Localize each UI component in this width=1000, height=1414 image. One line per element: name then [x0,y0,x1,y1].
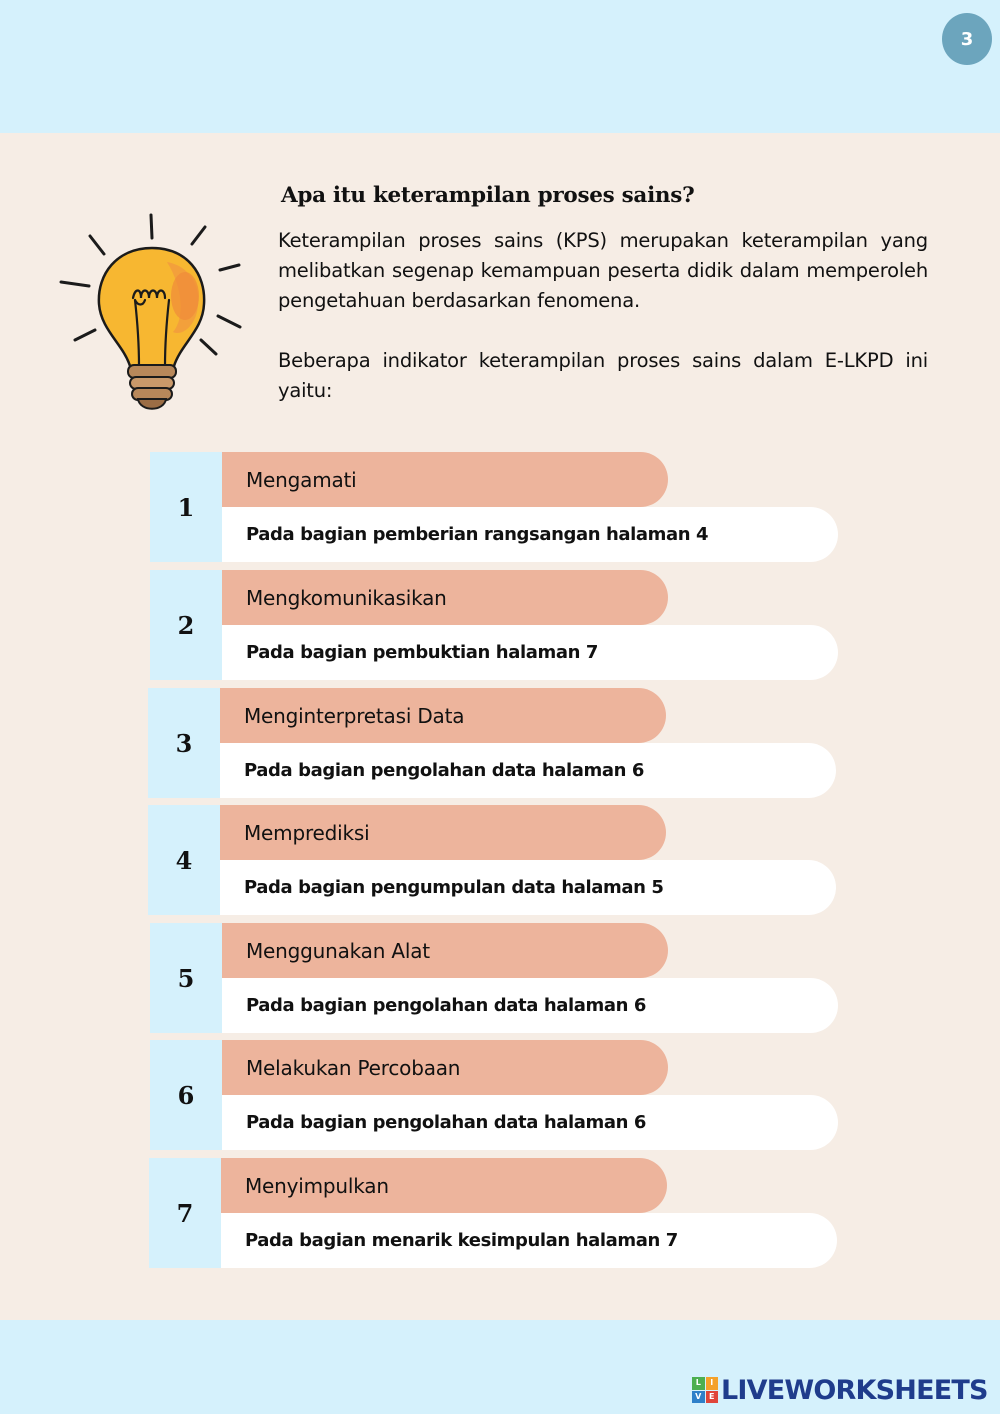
indicator-description: Pada bagian pemberian rangsangan halaman 4 [222,507,838,562]
indicator-item-6 [150,1040,840,1150]
indicator-item-7 [149,1158,839,1268]
indicator-description: Pada bagian pengolahan data halaman 6 [222,978,838,1033]
liveworksheets-logo[interactable] [692,1374,988,1406]
logo-mark-letter: L [692,1377,705,1390]
indicator-title: Menginterpretasi Data [220,688,666,743]
indicator-number: 5 [150,923,222,1033]
indicator-description: Pada bagian menarik kesimpulan halaman 7 [221,1213,837,1268]
indicator-number: 4 [148,805,220,915]
logo-mark-icon [692,1377,718,1403]
indicator-description: Pada bagian pengumpulan data halaman 5 [220,860,836,915]
indicator-item-5 [150,923,840,1033]
indicator-description: Pada bagian pengolahan data halaman 6 [222,1095,838,1150]
indicator-description: Pada bagian pembuktian halaman 7 [222,625,838,680]
indicator-title: Mengkomunikasikan [222,570,668,625]
indicator-number: 7 [149,1158,221,1268]
definition-paragraph: Keterampilan proses sains (KPS) merupakan keterampilan yang melibatkan segenap kemampuan peserta didik dalam memperoleh pengetahuan berdasarkan fenomena. [278,229,928,312]
light-bulb-icon [55,208,245,420]
indicator-description: Pada bagian pengolahan data halaman 6 [220,743,836,798]
indicator-title: Melakukan Percobaan [222,1040,668,1095]
indicator-title: Menyimpulkan [221,1158,667,1213]
indicator-number: 3 [148,688,220,798]
logo-text: LIVEWORKSHEETS [721,1374,988,1406]
logo-mark-letter: V [692,1391,705,1404]
indicator-number: 6 [150,1040,222,1150]
indicator-item-2 [150,570,840,680]
logo-mark-letter: I [706,1377,719,1390]
indicator-title: Menggunakan Alat [222,923,668,978]
section-heading: Apa itu keterampilan proses sains? [281,183,695,208]
indicator-title: Memprediksi [220,805,666,860]
header-band [0,0,1000,133]
logo-mark-letter: E [706,1391,719,1404]
page-number-badge: 3 [942,13,992,65]
indicator-number: 1 [150,452,222,562]
indicator-item-1 [150,452,840,562]
indicator-number: 2 [150,570,222,680]
indicator-item-4 [148,805,838,915]
indicator-item-3 [148,688,838,798]
intro-paragraph: Beberapa indikator keterampilan proses sains dalam E-LKPD ini yaitu: [278,349,928,402]
indicator-title: Mengamati [222,452,668,507]
